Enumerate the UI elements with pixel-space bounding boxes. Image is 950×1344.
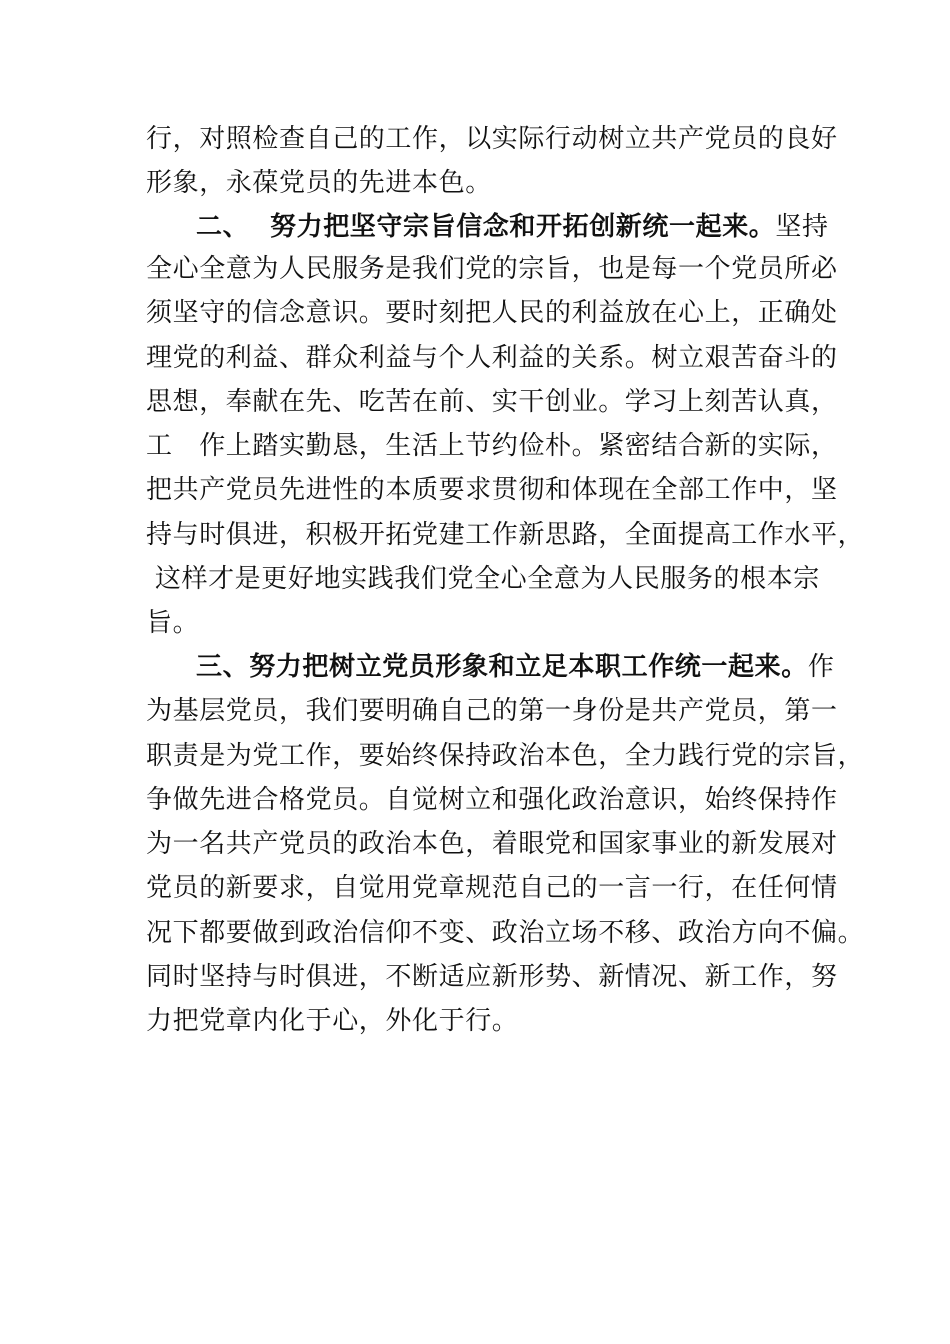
body-line: 持与时俱进，积极开拓党建工作新思路，全面提高工作水平，: [146, 520, 865, 550]
body-line: 全心全意为人民服务是我们党的宗旨，也是每一个党员所必: [146, 254, 838, 284]
section-3-heading: 三、努力把树立党员形象和立足本职工作统一起来。: [196, 652, 808, 682]
section-2-number: 二、: [196, 212, 250, 242]
body-line: 行，对照检查自己的工作，以实际行动树立共产党员的良好: [146, 124, 838, 154]
body-line: 况下都要做到政治信仰不变、政治立场不移、政治方向不偏。: [146, 918, 865, 948]
body-line: 理党的利益、群众利益与个人利益的关系。树立艰苦奋斗的: [146, 343, 838, 373]
section-3-lead: 作: [807, 652, 835, 682]
body-line: 争做先进合格党员。自觉树立和强化政治意识，始终保持作: [146, 785, 838, 815]
section-2-heading-line: [270, 212, 829, 242]
body-line: 为基层党员，我们要明确自己的第一身份是共产党员，第一: [146, 696, 838, 726]
body-line: 这样才是更好地实践我们党全心全意为人民服务的根本宗: [146, 564, 820, 594]
section-2-heading: 努力把坚守宗旨信念和开拓创新统一起来。: [270, 212, 776, 242]
body-line: 党员的新要求，自觉用党章规范自己的一言一行，在任何情: [146, 873, 838, 903]
body-line: 为一名共产党员的政治本色，着眼党和国家事业的新发展对: [146, 829, 838, 859]
body-line: 思想，奉献在先、吃苦在前、实干创业。学习上刻苦认真，: [146, 387, 838, 417]
body-line: 形象，永葆党员的先进本色。: [146, 168, 492, 198]
section-2-lead: 坚持: [775, 212, 829, 242]
body-line: 须坚守的信念意识。要时刻把人民的利益放在心上，正确处: [146, 298, 838, 328]
body-line: 旨。: [146, 608, 200, 638]
body-line: 把共产党员先进性的本质要求贯彻和体现在全部工作中，坚: [146, 475, 838, 505]
section-3-heading-line: [196, 652, 834, 682]
body-line: 同时坚持与时俱进，不断适应新形势、新情况、新工作，努: [146, 962, 838, 992]
body-line: 工 作上踏实勤恳，生活上节约俭朴。紧密结合新的实际，: [146, 431, 838, 461]
body-line: 职责是为党工作，要始终保持政治本色，全力践行党的宗旨，: [146, 741, 865, 771]
body-line: 力把党章内化于心，外化于行。: [146, 1006, 519, 1036]
